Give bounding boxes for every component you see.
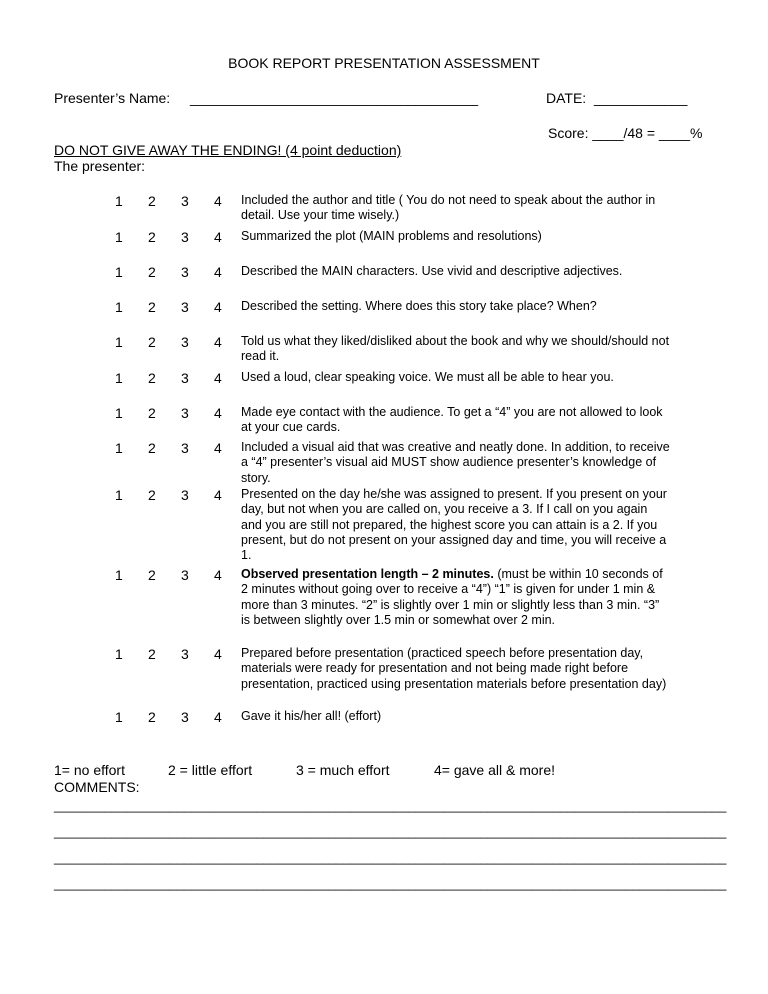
criterion-text [241, 405, 671, 436]
rating-option[interactable]: 2 [148, 487, 156, 503]
rating-option[interactable]: 1 [115, 193, 123, 209]
criterion-body: (must be within 10 seconds of 2 minutes without going over to receive a “4”) “1” is given for under 1 min & more than 3 minutes. “2” is slightly over 1 min or slightly less than 3 min. “3” is between slightly over 1.5 min or somewhat over 2 min. [241, 567, 663, 627]
rating-option[interactable]: 3 [181, 264, 189, 280]
comment-line[interactable]: _____________________________________________________________________________________________ [54, 824, 727, 839]
criterion-text [241, 299, 671, 314]
criterion-body: Made eye contact with the audience. To get a “4” you are not allowed to look at your cue cards. [241, 405, 663, 435]
rating-option[interactable]: 1 [115, 440, 123, 456]
rating-option[interactable]: 1 [115, 334, 123, 350]
legend-1: 1= no effort [54, 762, 125, 778]
criterion-text [241, 229, 671, 244]
criterion-text [241, 264, 671, 279]
rating-option[interactable]: 2 [148, 299, 156, 315]
rating-option[interactable]: 4 [214, 193, 222, 209]
comment-line[interactable]: _____________________________________________________________________________________________ [54, 850, 727, 865]
rating-option[interactable]: 2 [148, 567, 156, 583]
rating-option[interactable]: 3 [181, 487, 189, 503]
rating-option[interactable]: 1 [115, 229, 123, 245]
rating-option[interactable]: 3 [181, 193, 189, 209]
rating-option[interactable]: 1 [115, 709, 123, 725]
rating-option[interactable]: 1 [115, 646, 123, 662]
rating-option[interactable]: 3 [181, 646, 189, 662]
criterion-body: Included the author and title ( You do not need to speak about the author in detail. Use your time wisely.) [241, 193, 656, 223]
rating-option[interactable]: 2 [148, 264, 156, 280]
rating-option[interactable]: 4 [214, 299, 222, 315]
presenter-name-label: Presenter’s Name: [54, 90, 171, 106]
rating-option[interactable]: 4 [214, 264, 222, 280]
rating-option[interactable]: 3 [181, 405, 189, 421]
rating-option[interactable]: 2 [148, 229, 156, 245]
comments-label: COMMENTS: [54, 779, 140, 795]
criterion-text [241, 193, 671, 224]
presenter-intro: The presenter: [54, 158, 146, 174]
rating-option[interactable]: 4 [214, 370, 222, 386]
rating-option[interactable]: 2 [148, 709, 156, 725]
rating-option[interactable]: 3 [181, 334, 189, 350]
criterion-body: Gave it his/her all! (effort) [241, 709, 382, 723]
rating-option[interactable]: 1 [115, 405, 123, 421]
rating-option[interactable]: 3 [181, 229, 189, 245]
date-field[interactable]: ____________ [594, 90, 688, 106]
rating-option[interactable]: 1 [115, 487, 123, 503]
rating-option[interactable]: 2 [148, 405, 156, 421]
rating-option[interactable]: 3 [181, 299, 189, 315]
ending-warning: DO NOT GIVE AWAY THE ENDING! (4 point deduction) [54, 142, 402, 158]
comment-line[interactable]: _____________________________________________________________________________________________ [54, 798, 727, 813]
criterion-text [241, 370, 671, 385]
rating-option[interactable]: 1 [115, 567, 123, 583]
legend-2: 2 = little effort [168, 762, 253, 778]
criterion-body: Told us what they liked/disliked about the book and why we should/should not read it. [241, 334, 670, 364]
rating-option[interactable]: 4 [214, 487, 222, 503]
rating-option[interactable]: 2 [148, 370, 156, 386]
rating-option[interactable]: 4 [214, 440, 222, 456]
rating-option[interactable]: 4 [214, 405, 222, 421]
rating-option[interactable]: 2 [148, 646, 156, 662]
criterion-text [241, 487, 671, 563]
rating-option[interactable]: 4 [214, 709, 222, 725]
criterion-text [241, 440, 671, 486]
criterion-bold-text: Observed presentation length – 2 minutes. [241, 567, 494, 581]
rating-option[interactable]: 3 [181, 370, 189, 386]
criterion-body: Summarized the plot (MAIN problems and resolutions) [241, 229, 542, 243]
rating-option[interactable]: 1 [115, 264, 123, 280]
rating-option[interactable]: 3 [181, 567, 189, 583]
score-field[interactable]: Score: ____/48 = ____% [548, 125, 703, 141]
rating-option[interactable]: 4 [214, 567, 222, 583]
criterion-text [241, 709, 671, 724]
rating-option[interactable]: 2 [148, 193, 156, 209]
page-title: BOOK REPORT PRESENTATION ASSESSMENT [228, 55, 540, 71]
rating-option[interactable]: 4 [214, 646, 222, 662]
criterion-body: Described the MAIN characters. Use vivid and descriptive adjectives. [241, 264, 623, 278]
date-label: DATE: [546, 90, 587, 106]
criterion-text [241, 334, 671, 365]
rating-option[interactable]: 3 [181, 440, 189, 456]
rating-option[interactable]: 4 [214, 229, 222, 245]
criterion-body: Included a visual aid that was creative and neatly done. In addition, to receive a “4” presenter’s visual aid MUST show audience presenter’s knowledge of story. [241, 440, 670, 485]
criterion-body: Used a loud, clear speaking voice. We must all be able to hear you. [241, 370, 614, 384]
rating-option[interactable]: 2 [148, 334, 156, 350]
rating-option[interactable]: 3 [181, 709, 189, 725]
legend-3: 3 = much effort [296, 762, 390, 778]
criterion-body: Described the setting. Where does this story take place? When? [241, 299, 597, 313]
rating-option[interactable]: 4 [214, 334, 222, 350]
rating-option[interactable]: 1 [115, 299, 123, 315]
criterion-text [241, 567, 671, 628]
rating-option[interactable]: 1 [115, 370, 123, 386]
legend-4: 4= gave all & more! [434, 762, 556, 778]
criterion-body: Prepared before presentation (practiced speech before presentation day, materials were ready for presentation and not being made right before presentation, practiced using presentation materials before presentation day) [241, 646, 667, 691]
presenter-name-field[interactable]: _____________________________________ [190, 90, 479, 106]
criterion-text [241, 646, 671, 692]
criterion-body: Presented on the day he/she was assigned to present. If you present on your day, but not when you are called on, you receive a 3. If I call on you again and you are still not prepared, the highest score you can attain is a 2. If you present, but do not present on your assigned day and time, you will receive a 1. [241, 487, 667, 563]
comment-line[interactable]: _____________________________________________________________________________________________ [54, 876, 727, 891]
rating-option[interactable]: 2 [148, 440, 156, 456]
